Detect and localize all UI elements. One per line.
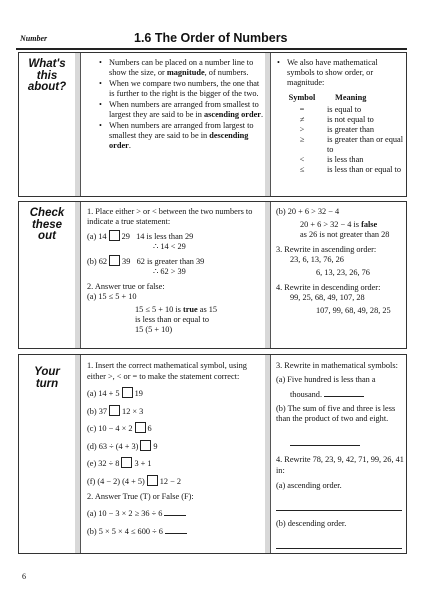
turn-q1f: (f) (4 − 2) (4 + 5) 12 − 2: [87, 476, 182, 486]
check-side-label: Check these out: [29, 207, 65, 242]
check-right-column: [276, 207, 406, 316]
check-q3: 3. Rewrite in ascending order:: [276, 245, 377, 254]
turn-q1c: (c) 10 − 4 × 2 6: [87, 424, 152, 433]
check-q3-answer: 6, 13, 23, 26, 76: [316, 268, 370, 277]
answer-box[interactable]: [140, 440, 151, 451]
answer-blank[interactable]: [290, 445, 360, 446]
divider: [80, 355, 81, 553]
turn-q1-intro: 1. Insert the correct mathematical symbol, using either >, < or = to make the statement correct:: [87, 361, 247, 381]
answer-blank[interactable]: [276, 510, 402, 511]
divider: [270, 202, 271, 348]
check-q3-list: 23, 6, 13, 76, 26: [290, 255, 344, 264]
about-bullet: • When numbers are arranged from largest to smallest they are said to be in descending order.: [109, 121, 265, 151]
check-box: [18, 201, 407, 349]
answer-box[interactable]: [121, 457, 132, 468]
check-q2a-solution-3: 15 (5 + 10): [135, 325, 173, 334]
turn-q4a: (a) ascending order.: [276, 481, 342, 490]
check-q2a-solution-2: is less than or equal to: [135, 315, 209, 324]
symbols-intro: • We also have mathematical symbols to show order, or magnitude:: [287, 58, 405, 88]
turn-q1b: (b) 37 12 × 3: [87, 406, 144, 416]
symbol-row: ≠ is not equal to: [299, 115, 374, 124]
check-left-column: [87, 207, 259, 335]
turn-q1a: (a) 14 + 5 19: [87, 389, 143, 398]
answer-box: [109, 255, 120, 266]
turn-q1d: (d) 63 ÷ (4 + 3) 9: [87, 441, 158, 451]
about-side-label: What's this about?: [27, 58, 67, 93]
turn-q4: 4. Rewrite 78, 23, 9, 42, 71, 99, 26, 41 in:: [276, 455, 404, 475]
page-header: [16, 32, 407, 49]
turn-q4b: (b) descending order.: [276, 519, 347, 528]
about-left-column: [99, 58, 265, 152]
check-q4-list: 99, 25, 68, 49, 107, 28: [290, 293, 365, 302]
turn-q3a: (a) Five hundred is less than a: [276, 374, 376, 384]
symbol-table: [277, 93, 405, 175]
turn-box: [18, 354, 407, 554]
turn-side-label: Your turn: [34, 366, 60, 390]
page-number: 6: [22, 572, 26, 581]
check-q2-intro: 2. Answer true or false:: [87, 282, 165, 291]
answer-blank[interactable]: [164, 515, 186, 516]
about-bullet: • Numbers can be placed on a number line to show the size, or magnitude, of numbers.: [109, 58, 265, 78]
about-bullet: • When we compare two numbers, the one that is further to the right is the bigger of the two.: [109, 79, 265, 99]
turn-q2b: (b) 5 × 5 × 4 ≤ 600 ÷ 6: [87, 527, 259, 538]
symbol-row: > is greater than: [299, 125, 374, 134]
turn-q3a-line: thousand.: [276, 390, 406, 401]
header-rule: [16, 48, 407, 50]
check-q2a-solution: 15 ≤ 5 + 10 is true as 15: [135, 305, 218, 314]
about-bullet: • When numbers are arranged from smallest to largest they are said to be in ascending order.: [109, 100, 265, 120]
check-qb-solution: 20 + 6 > 32 − 4 is false: [300, 220, 378, 229]
check-q1-intro: 1. Place either > or < between the two numbers to indicate a true statement:: [87, 207, 253, 226]
answer-box[interactable]: [109, 405, 120, 416]
turn-q3b: (b) The sum of five and three is less than the product of two and eight.: [276, 403, 396, 423]
turn-q2a: (a) 10 − 3 × 2 ≥ 36 ÷ 6: [87, 509, 259, 520]
turn-q2-intro: 2. Answer True (T) or False (F):: [87, 492, 194, 501]
check-q1a-answer: ∴ 14 < 29: [153, 242, 186, 251]
check-q1b-answer: ∴ 62 > 39: [153, 267, 186, 276]
symbol-table-header: Symbol Meaning: [288, 93, 367, 102]
check-q2a: (a) 15 ≤ 5 + 10: [87, 292, 137, 301]
page-title: 1.6 The Order of Numbers: [134, 31, 288, 45]
section-label: Number: [20, 34, 48, 43]
turn-q1e: (e) 32 ÷ 8 3 + 1: [87, 459, 152, 468]
answer-box[interactable]: [122, 387, 133, 398]
check-q1b: (b) 62 39 62 is greater than 39: [87, 257, 205, 266]
answer-blank[interactable]: [276, 548, 402, 549]
check-qb-solution-2: as 26 is not greater than 28: [300, 230, 390, 239]
divider: [80, 202, 81, 348]
divider: [270, 355, 271, 553]
turn-right-column: [276, 361, 406, 552]
turn-q3: 3. Rewrite in mathematical symbols:: [276, 361, 398, 370]
answer-blank[interactable]: [324, 396, 364, 397]
divider: [270, 53, 271, 196]
about-right-column: [277, 58, 405, 175]
divider: [80, 53, 81, 196]
answer-blank[interactable]: [165, 533, 187, 534]
answer-box: [109, 230, 120, 241]
symbol-row: ≥ is greater than or equal to: [299, 135, 404, 154]
symbol-row: ≤ is less than or equal to: [299, 165, 401, 174]
check-qb: (b) 20 + 6 > 32 − 4: [276, 207, 340, 216]
check-q4: 4. Rewrite in descending order:: [276, 283, 381, 292]
check-q1a: (a) 14 29 14 is less than 29: [87, 232, 194, 241]
answer-box[interactable]: [135, 422, 146, 433]
symbol-row: = is equal to: [299, 105, 362, 114]
check-q4-answer: 107, 99, 68, 49, 28, 25: [316, 306, 391, 315]
symbol-row: < is less than: [299, 155, 364, 164]
answer-box[interactable]: [147, 475, 158, 486]
about-box: [18, 52, 407, 197]
turn-left-column: [87, 361, 259, 538]
